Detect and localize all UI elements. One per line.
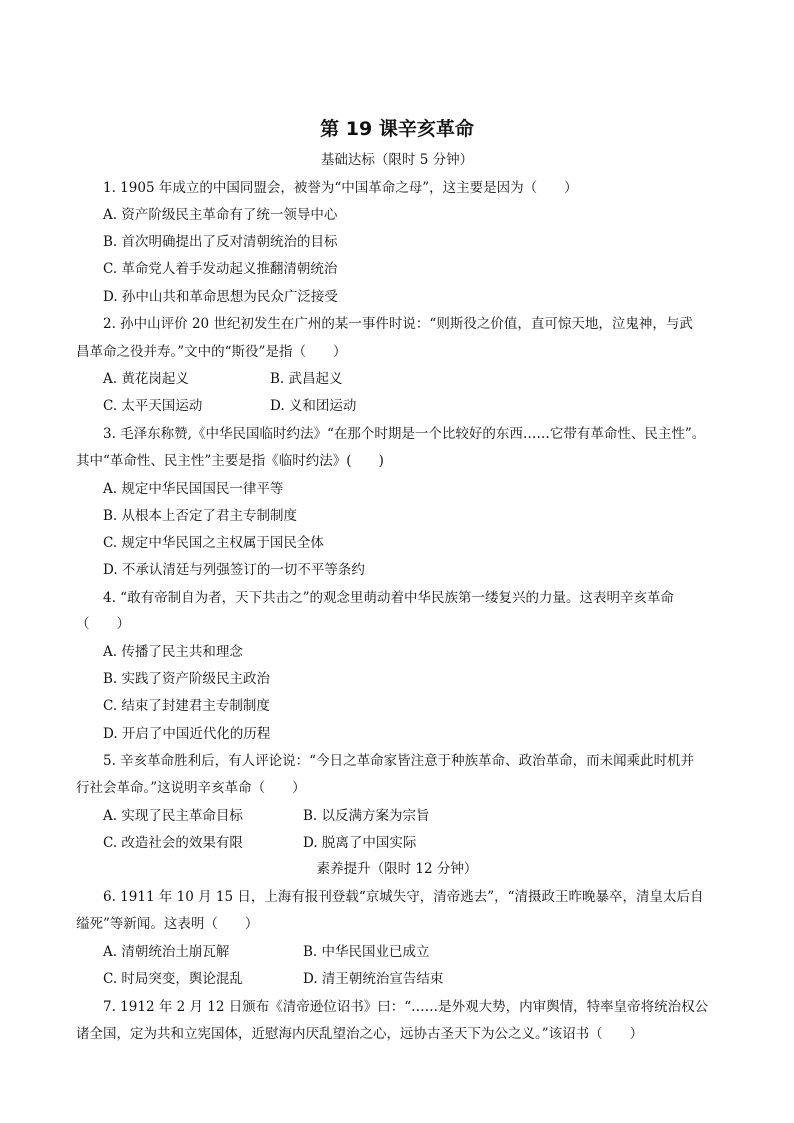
question-1-option-b: B. 首次明确提出了反对清朝统治的目标: [103, 234, 338, 250]
question-1-option-d: D. 孙中山共和革命思想为民众广泛接受: [103, 289, 338, 305]
question-6-option-a: A. 清朝统治土崩瓦解: [103, 944, 230, 960]
question-2-option-c: C. 太平天国运动: [103, 398, 203, 414]
question-1-stem: 1. 1905 年成立的中国同盟会，被誉为“中国革命之母”，这主要是因为（ ）: [103, 180, 578, 196]
question-1-option-a: A. 资产阶级民主革命有了统一领导中心: [103, 207, 338, 223]
question-6-option-b: B. 中华民国业已成立: [303, 944, 430, 960]
question-2-option-b: B. 武昌起义: [270, 371, 343, 387]
section-heading-advanced: 素养提升（限时 12 分钟）: [316, 861, 478, 877]
question-3-option-c: C. 规定中华民国之主权属于国民全体: [103, 535, 324, 551]
question-4-option-b: B. 实践了资产阶级民主政治: [103, 671, 271, 687]
question-4-stem-line2: （ ）: [76, 616, 130, 632]
question-3-option-a: A. 规定中华民国国民一律平等: [103, 481, 284, 497]
question-3-stem-line1: 3. 毛泽东称赞,《中华民国临时约法》“在那个时期是一个比较好的东西……它带有革命性、民主性”。: [103, 426, 706, 442]
question-1-option-c: C. 革命党人着手发动起义推翻清朝统治: [103, 261, 338, 277]
question-4-stem-line1: 4. “敢有帝制自为者，天下共击之”的观念里萌动着中华民族第一缕复兴的力量。这表明辛亥革命: [103, 590, 674, 606]
question-2-stem-line2: 昌革命之役并寿。”文中的“斯役”是指（ ）: [76, 344, 347, 360]
question-7-stem-line2: 诸全国，定为共和立宪国体，近慰海内厌乱望治之心，远协古圣天下为公之义。”该诏书（ ）: [76, 1026, 644, 1042]
question-4-option-c: C. 结束了封建君主专制制度: [103, 698, 270, 714]
question-7-stem-line1: 7. 1912 年 2 月 12 日颁布《清帝逊位诏书》曰：“……是外观大势，内审舆情，特率皇帝将统治权公: [103, 999, 709, 1015]
question-5-option-d: D. 脱离了中国实际: [303, 835, 417, 851]
question-3-option-b: B. 从根本上否定了君主专制制度: [103, 508, 298, 524]
question-5-option-c: C. 改造社会的效果有限: [103, 835, 243, 851]
question-5-stem-line2: 行社会革命。”这说明辛亥革命（ ）: [76, 780, 306, 796]
question-6-option-c: C. 时局突变，舆论混乱: [103, 971, 243, 987]
page-title: 第 19 课辛亥革命: [320, 118, 474, 140]
section-heading-basic: 基础达标（限时 5 分钟）: [320, 152, 474, 168]
question-5-option-a: A. 实现了民主革命目标: [103, 808, 243, 824]
question-2-option-d: D. 义和团运动: [270, 398, 357, 414]
question-3-stem-line2: 其中“革命性、民主性”主要是指《临时约法》( ): [76, 453, 384, 469]
question-6-stem-line2: 缢死”等新闻。这表明（ ）: [76, 916, 259, 932]
question-6-stem-line1: 6. 1911 年 10 月 15 日，上海有报刊登载“京城失守，清帝逃去”，“清摄政王昨晚暴卒，清皇太后自: [103, 889, 704, 905]
question-4-option-d: D. 开启了中国近代化的历程: [103, 726, 271, 742]
question-4-option-a: A. 传播了民主共和理念: [103, 644, 243, 660]
question-2-stem-line1: 2. 孙中山评价 20 世纪初发生在广州的某一事件时说：“则斯役之价值，直可惊天地，泣鬼神，与武: [103, 316, 693, 332]
question-3-option-d: D. 不承认清廷与列强签订的一切不平等条约: [103, 562, 365, 578]
question-5-stem-line1: 5. 辛亥革命胜利后，有人评论说：“今日之革命家皆注意于种族革命、政治革命，而未闻乘此时机并: [103, 753, 695, 769]
question-5-option-b: B. 以反满方案为宗旨: [303, 808, 430, 824]
question-6-option-d: D. 清王朝统治宣告结束: [303, 971, 444, 987]
question-2-option-a: A. 黄花岗起义: [103, 371, 189, 387]
